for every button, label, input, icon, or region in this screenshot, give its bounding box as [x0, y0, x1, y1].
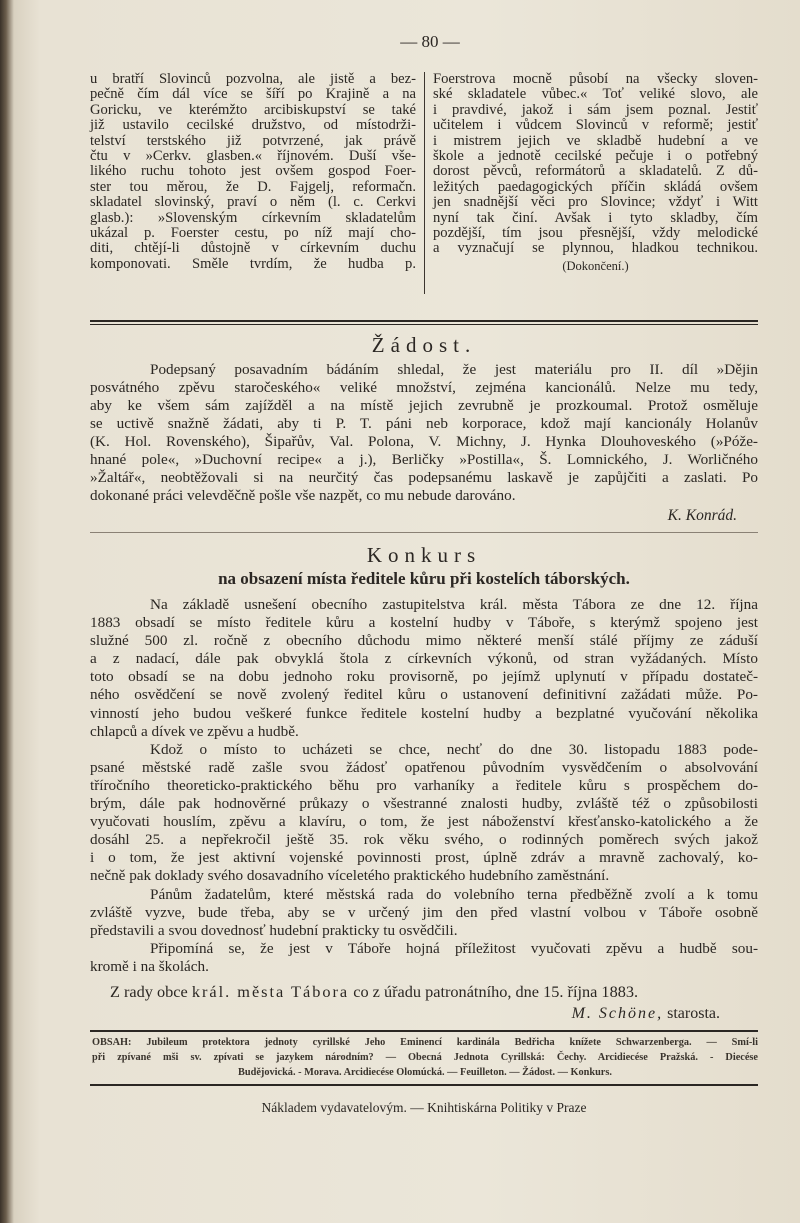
text-line: ukázal p. Foerster cestu, po níž mají cho- [90, 225, 416, 242]
text-line: a z nadací, dále pak obvyklá štola z církevních výkonů, od stran vyžádaných. Místo [90, 650, 758, 668]
text-line: aby ke všem sám zajížděl a na místě jejich zevrubně je prozkoumal. Protož osměluje [90, 397, 758, 414]
section-rule-thin [90, 324, 758, 325]
konkurs-subtitle: na obsazení místa ředitele kůru při kostelích táborských. [218, 569, 630, 588]
zadost-signature: K. Konrád. [667, 507, 737, 524]
text-line: u bratří Slovinců pozvolna, ale jistě a bez- [90, 71, 416, 87]
table-of-contents [92, 1035, 758, 1080]
footer-rule [90, 1084, 758, 1086]
konkurs-body [90, 596, 758, 976]
text-line: i pravdivé, jakož i sám jsem poznal. Jestiť [433, 101, 758, 118]
page-number: — 80 — [400, 32, 460, 51]
text-line: učitelem i vůdcem Slovinců v reformě; jestiť [433, 117, 758, 134]
text-line: představili a svou dovednosť hudební prakticky tu osvědčili. [90, 921, 458, 939]
section-rule [90, 320, 758, 322]
right-column [433, 72, 758, 257]
text-line: služné 500 zl. ročně z obecního důchodu mimo některé menší stálé příjmy ze záduší [90, 632, 758, 650]
text-line: nečně pak doklady svého dosavadního víceletého praktického hudebního zaměstnání. [90, 867, 610, 885]
text-line: i o tom, že jest aktivní vojenské povinnosti prost, úplně zdráv a mravně zachovalý, ko- [90, 849, 758, 867]
text-line: Pánům žadatelům, které městská rada do volebního terna předběžně zvolí a k tomu [150, 885, 758, 903]
footer-rule [90, 1030, 758, 1032]
column-divider [424, 72, 425, 294]
text-line: se uctivě snažně žádati, aby ti P. T. páni neb korporace, kdož mají kancionály Holanův [90, 415, 758, 432]
zadost-title: Žádost. [371, 333, 477, 357]
text-line: komponovati. Směle tvrdím, že hudba p. [90, 255, 416, 272]
text-line: brým, dále pak hodnověrné průkazy o všestranné znalosti hudby, zvláště též o způsobilosti [90, 795, 758, 813]
text-line: Goricku, ve kterémžto arcibiskupství se také [90, 101, 416, 118]
text-line: posvátného zpěvu staročeského« veliké množství, zejména kancionálů. Nelze mu tedy, [90, 379, 758, 396]
text-line: ské skladatele vůbec.« Toť veliké slovo, ale [433, 86, 758, 103]
text-line: ného osvědčení se nově zvolený ředitel kůru o ustanovení definitivní zažádati může. Po- [90, 686, 758, 704]
text-line: dosáhl 25. a nepřekročil ještě 35. rok věku svého, o rodinných poměrech svých jakož [90, 831, 758, 849]
text-line: ster tou měrou, že D. Fajgelj, reformačn. [90, 178, 416, 195]
text-line: Kdož o místo to ucházeti se chce, nechť do dne 30. listopadu 1883 pode- [150, 740, 758, 758]
konkurs-date-line [110, 982, 750, 1001]
text-line: ležitých paedagogických příčin skládá ovšem [433, 178, 758, 195]
text-line: škole a jednotě cecilské pečuje i o potřebný [433, 148, 758, 165]
text-line: Podepsaný posavadním bádáním shledal, že jest materiálu pro II. díl »Dějin [150, 361, 758, 378]
obsah-line: OBSAH: Jubileum protektora jednoty cyrillské Jeho Eminencí kardinála Bedřicha knížete Schwarzenberga. — Smí-li [92, 1037, 758, 1048]
text-line: glasb.): »Slovenským církevním skladatelům [90, 209, 416, 226]
section-rule [90, 532, 758, 533]
text-line: likého ruchu tohoto jest ovšem gospod Foer- [90, 163, 416, 180]
text-line: i mistrem jejich ve skladbě hudební a ve [433, 132, 758, 149]
signature-name: M. Schöne, [571, 1005, 664, 1022]
text-line: telství terstského již potvrzené, jak právě [90, 132, 416, 149]
left-column [90, 72, 416, 272]
continued-note: (Dokončení.) [562, 259, 629, 273]
text-line: jen snadnější věci pro Slovince; vždyť i Witt [433, 194, 758, 211]
text-line: dorost pěvců, reformátorů a skladatelů. Z dů- [433, 163, 758, 180]
text-line: Na základě usnešení obecního zastupitelstva král. města Tábora ze dne 12. října [150, 596, 758, 613]
date-mesta: města [237, 982, 292, 1001]
text-line: diti, chtějí-li důstojně v církevním duchu [90, 240, 416, 257]
zadost-body [90, 361, 758, 505]
text-line: chlapců a dívek ve zpěvu a hudbě. [90, 722, 299, 740]
text-line: psané městské radě zašle svou žádosť opatřenou původním vysvědčením o absolvování [90, 758, 758, 776]
imprint: Nákladem vydavatelovým. — Knihtiskárna Politiky v Praze [261, 1100, 587, 1115]
text-line: tříročního theoreticko-praktického běhu pro varhaníky a ředitele kůru s prospěchem do- [90, 776, 758, 794]
text-line: kromě i na školách. [90, 957, 209, 975]
date-prefix: Z rady obce [110, 982, 192, 1001]
text-line: vinností jeho budou veškeré funkce ředitele kostelní hudby a bezplatné vyučování několika [90, 704, 758, 722]
date-tabora: Tábora [291, 982, 350, 1001]
text-line: toto obsadí se na dobu jednoho roku provisorně, po jejímž uplynutí v případu dostateč- [90, 668, 758, 686]
text-line: nyní tak činí. Avšak i tyto skladby, čím [433, 209, 758, 226]
text-line: pečně čím dál více se šíří po Krajině a na [90, 86, 416, 103]
text-line: čtu v »Cerkv. glasben.« říjnovém. Duší vše- [90, 148, 416, 165]
obsah-line: Budějovická. - Morava. Arcidiecése Olomúcká. — Feuilleton. — Žádost. — Konkurs. [238, 1067, 612, 1078]
text-line: pozdější, tím jsou přesnější, vždy melodické [433, 225, 758, 242]
text-line: již ustavilo cecilské družstvo, od místodrži- [90, 117, 416, 134]
text-line: hnané pole«, »Duchovní recipe« a j.), Berličky »Postilla«, Š. Lomnického, J. Worličného [90, 451, 758, 468]
text-line: (K. Hol. Rovenského), Šipařův, Val. Polona, V. Michny, J. Hynka Dlouhoveského (»Póže- [90, 433, 758, 450]
text-line: dokonané práci velevděčně pošle vše nazpět, co mu nebude darováno. [90, 487, 516, 504]
signature-role: starosta. [663, 1005, 720, 1022]
konkurs-title: Konkurs [366, 543, 482, 567]
konkurs-signature [420, 1004, 720, 1023]
text-line: Foerstrova mocně působí na všecky sloven- [433, 71, 758, 87]
obsah-line: při zpívané mši sv. zpívati se jazykem národním? — Obecná Jednota Cyrillská: Čechy. Arcidiecése Pražská. - Diecése [92, 1052, 758, 1063]
text-line: »Žaltář«, neobtěžovali si na neurčitý čas podepsanému laskavě je zapůjčiti a zaslati. Po [90, 469, 758, 486]
date-kral: král. [191, 982, 238, 1001]
text-line: vyučovati houslím, zpěvu a klavíru, o tom, že jest náboženství křesťansko-katolického a že [90, 813, 758, 831]
date-suffix: co z úřadu patronátního, dne 15. října 1883. [349, 982, 639, 1001]
text-line: Připomíná se, že jest v Táboře hojná příležitost vyučovati zpěvu a hudbě sou- [150, 939, 758, 957]
text-line: skladatel slovinský, praví o něm (l. c. Cerkvi [90, 194, 416, 211]
text-line: zvláště vyzve, bude třeba, aby se v určený jim den před vlastní volbou v Táboře osobně [90, 903, 758, 921]
text-line: 1883 obsadí se místo ředitele kůru a kostelní hudby v Táboře, s kterýmž spojeno jest [90, 614, 758, 632]
text-line: a vyznačují se plynnou, hladkou technikou. [433, 240, 758, 257]
